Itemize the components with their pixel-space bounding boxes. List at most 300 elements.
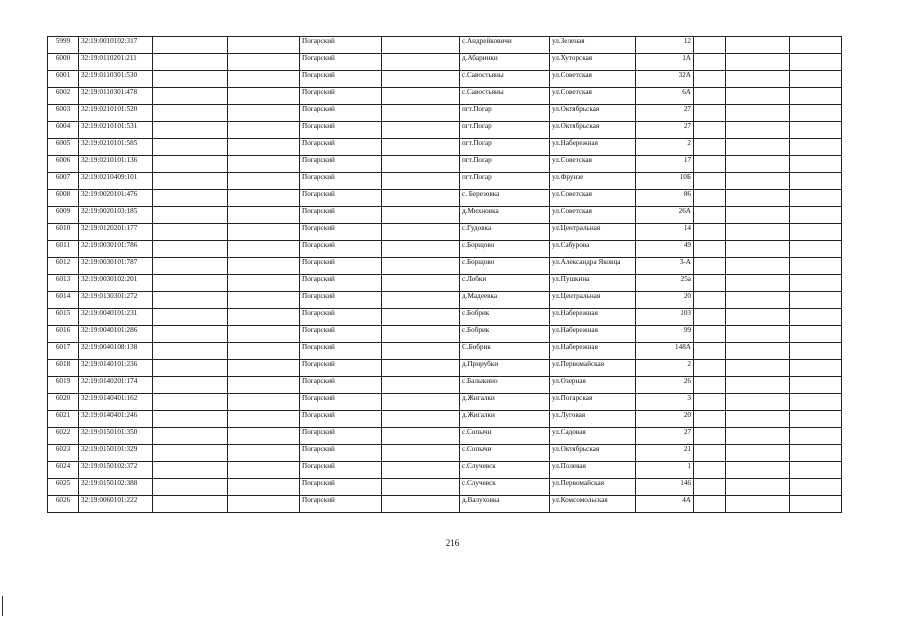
empty-cell [382,428,460,445]
cadastral-number-cell: 32:19:0030102:201 [79,275,153,292]
street-cell: ул.Советская [550,156,636,173]
house-number-cell: 25а [636,275,694,292]
empty-cell [726,54,790,71]
row-number-cell: 6001 [48,71,79,88]
page-number: 216 [445,538,460,548]
empty-cell [726,105,790,122]
empty-cell [694,275,726,292]
empty-cell [153,139,228,156]
house-number-cell: 148А [636,343,694,360]
district-cell: Погарский [300,207,382,224]
empty-cell [694,105,726,122]
street-cell: ул.Центральная [550,224,636,241]
empty-cell [726,479,790,496]
empty-cell [153,190,228,207]
empty-cell [153,156,228,173]
settlement-cell: с.Случевск [460,462,550,479]
table-row [48,71,842,88]
settlement-cell: с.Борщово [460,241,550,258]
street-cell: ул.Советская [550,190,636,207]
row-number-cell: 6008 [48,190,79,207]
house-number-cell: 2 [636,139,694,156]
empty-cell [790,428,842,445]
row-number-cell: 6016 [48,326,79,343]
empty-cell [694,207,726,224]
empty-cell [382,292,460,309]
street-cell: ул.Октябрьская [550,445,636,462]
house-number-cell: 86 [636,190,694,207]
empty-cell [153,173,228,190]
empty-cell [228,207,300,224]
empty-cell [694,71,726,88]
cadastral-number-cell: 32:19:0060101:222 [79,496,153,513]
empty-cell [228,292,300,309]
empty-cell [726,88,790,105]
street-cell: ул.Пушкина [550,275,636,292]
empty-cell [382,241,460,258]
house-number-cell: 26 [636,377,694,394]
cadastral-number-cell: 32:19:0140401:246 [79,411,153,428]
empty-cell [726,190,790,207]
empty-cell [228,258,300,275]
row-number-cell: 6009 [48,207,79,224]
row-number-cell: 6003 [48,105,79,122]
empty-cell [694,326,726,343]
empty-cell [726,309,790,326]
district-cell: Погарский [300,105,382,122]
empty-cell [382,309,460,326]
street-cell: ул.Первомайская [550,360,636,377]
table-row [48,88,842,105]
empty-cell [790,326,842,343]
empty-cell [790,224,842,241]
empty-cell [694,445,726,462]
empty-cell [153,479,228,496]
empty-cell [228,275,300,292]
cadastral-number-cell: 32:19:0110201:211 [79,54,153,71]
row-number-cell: 6010 [48,224,79,241]
street-cell: ул.Хуторская [550,54,636,71]
empty-cell [726,496,790,513]
cadastral-number-cell: 32:19:0210101:531 [79,122,153,139]
district-cell: Погарский [300,360,382,377]
empty-cell [228,190,300,207]
settlement-cell: с.Лобки [460,275,550,292]
empty-cell [726,343,790,360]
street-cell: ул.Фрунзе [550,173,636,190]
empty-cell [790,479,842,496]
table-row [48,292,842,309]
table-row [48,37,842,54]
settlement-cell: с.Бобрик [460,326,550,343]
table-row [48,326,842,343]
cadastral-number-cell: 32:19:0010102:317 [79,37,153,54]
empty-cell [153,54,228,71]
street-cell: ул.Советская [550,207,636,224]
empty-cell [228,122,300,139]
street-cell: ул.Набережная [550,139,636,156]
house-number-cell: 17 [636,156,694,173]
row-number-cell: 6023 [48,445,79,462]
empty-cell [228,105,300,122]
empty-cell [228,224,300,241]
row-number-cell: 6007 [48,173,79,190]
cadastral-number-cell: 32:19:0140201:174 [79,377,153,394]
district-cell: Погарский [300,71,382,88]
empty-cell [153,377,228,394]
empty-cell [790,37,842,54]
house-number-cell: 21 [636,445,694,462]
empty-cell [382,207,460,224]
house-number-cell: 27 [636,105,694,122]
empty-cell [790,258,842,275]
table-row [48,105,842,122]
table-row [48,394,842,411]
district-cell: Погарский [300,394,382,411]
empty-cell [694,241,726,258]
empty-cell [382,71,460,88]
empty-cell [790,309,842,326]
empty-cell [726,377,790,394]
empty-cell [726,258,790,275]
empty-cell [228,156,300,173]
empty-cell [382,496,460,513]
empty-cell [153,326,228,343]
cadastral-number-cell: 32:19:0020101:476 [79,190,153,207]
empty-cell [790,275,842,292]
house-number-cell: 3-А [636,258,694,275]
empty-cell [694,173,726,190]
empty-cell [790,394,842,411]
empty-cell [382,37,460,54]
row-number-cell: 6004 [48,122,79,139]
house-number-cell: 2 [636,360,694,377]
empty-cell [694,411,726,428]
empty-cell [153,241,228,258]
empty-cell [726,173,790,190]
empty-cell [228,54,300,71]
house-number-cell: 6А [636,88,694,105]
cadastral-number-cell: 32:19:0210101:520 [79,105,153,122]
empty-cell [726,292,790,309]
row-number-cell: 6017 [48,343,79,360]
empty-cell [228,428,300,445]
table-row [48,343,842,360]
empty-cell [228,241,300,258]
empty-cell [228,411,300,428]
settlement-cell: пгт.Погар [460,139,550,156]
empty-cell [726,360,790,377]
street-cell: ул.Луговая [550,411,636,428]
street-cell: ул.Комсомольская [550,496,636,513]
house-number-cell: 20 [636,411,694,428]
house-number-cell: 146 [636,479,694,496]
cadastral-number-cell: 32:19:0040101:231 [79,309,153,326]
empty-cell [228,37,300,54]
table-row [48,360,842,377]
row-number-cell: 6006 [48,156,79,173]
cadastral-number-cell: 32:19:0120201:177 [79,224,153,241]
empty-cell [790,496,842,513]
empty-cell [726,411,790,428]
empty-cell [228,309,300,326]
district-cell: Погарский [300,173,382,190]
empty-cell [694,343,726,360]
table-row [48,377,842,394]
table-row [48,224,842,241]
empty-cell [153,71,228,88]
district-cell: Погарский [300,445,382,462]
house-number-cell: 4А [636,496,694,513]
empty-cell [694,496,726,513]
district-cell: Погарский [300,37,382,54]
settlement-cell: д.Мадеевка [460,292,550,309]
empty-cell [726,428,790,445]
empty-cell [694,139,726,156]
cadastral-number-cell: 32:19:0150102:372 [79,462,153,479]
empty-cell [694,309,726,326]
settlement-cell: д.Михновка [460,207,550,224]
settlement-cell: с.Борщово [460,258,550,275]
street-cell: ул.Советская [550,88,636,105]
settlement-cell: с.Сопычи [460,428,550,445]
empty-cell [726,394,790,411]
settlement-cell: д.Жигалки [460,394,550,411]
empty-cell [726,156,790,173]
empty-cell [790,54,842,71]
empty-cell [790,343,842,360]
empty-cell [694,360,726,377]
settlement-cell: с.Случевск [460,479,550,496]
cadastral-number-cell: 32:19:0110301:478 [79,88,153,105]
empty-cell [228,173,300,190]
empty-cell [228,139,300,156]
settlement-cell: с.Сопычи [460,445,550,462]
empty-cell [382,224,460,241]
empty-cell [153,394,228,411]
empty-cell [228,71,300,88]
empty-cell [790,105,842,122]
cadastral-number-cell: 32:19:0030101:787 [79,258,153,275]
district-cell: Погарский [300,428,382,445]
row-number-cell: 6024 [48,462,79,479]
house-number-cell: 10Б [636,173,694,190]
house-number-cell: 26А [636,207,694,224]
empty-cell [228,496,300,513]
cadastral-number-cell: 32:19:0130301:272 [79,292,153,309]
empty-cell [228,343,300,360]
settlement-cell: д.Валуховка [460,496,550,513]
settlement-cell: с.Бобрик [460,309,550,326]
registry-table-body [48,37,842,513]
empty-cell [153,292,228,309]
empty-cell [153,360,228,377]
empty-cell [790,88,842,105]
empty-cell [694,190,726,207]
district-cell: Погарский [300,224,382,241]
settlement-cell: пгт.Погар [460,105,550,122]
table-row [48,275,842,292]
street-cell: ул.Озерная [550,377,636,394]
empty-cell [382,445,460,462]
house-number-cell: 49 [636,241,694,258]
empty-cell [153,411,228,428]
table-row [48,428,842,445]
empty-cell [694,462,726,479]
settlement-cell: д.Абаринки [460,54,550,71]
cadastral-number-cell: 32:19:0150102:388 [79,479,153,496]
empty-cell [726,122,790,139]
empty-cell [382,105,460,122]
district-cell: Погарский [300,258,382,275]
empty-cell [153,462,228,479]
empty-cell [382,326,460,343]
house-number-cell: 27 [636,428,694,445]
empty-cell [153,258,228,275]
empty-cell [694,37,726,54]
empty-cell [694,377,726,394]
cadastral-number-cell: 32:19:0140401:162 [79,394,153,411]
house-number-cell: 14 [636,224,694,241]
settlement-cell: д.Прирубки [460,360,550,377]
settlement-cell: С.Бобрик [460,343,550,360]
cadastral-number-cell: 32:19:0140101:236 [79,360,153,377]
district-cell: Погарский [300,292,382,309]
empty-cell [694,122,726,139]
row-number-cell: 5999 [48,37,79,54]
empty-cell [790,292,842,309]
table-row [48,190,842,207]
row-number-cell: 6022 [48,428,79,445]
table-row [48,496,842,513]
street-cell: ул.Набережная [550,343,636,360]
street-cell: ул.Набережная [550,309,636,326]
empty-cell [382,411,460,428]
row-number-cell: 6019 [48,377,79,394]
table-row [48,122,842,139]
empty-cell [726,445,790,462]
row-number-cell: 6014 [48,292,79,309]
street-cell: ул.Советская [550,71,636,88]
settlement-cell: пгт.Погар [460,122,550,139]
district-cell: Погарский [300,156,382,173]
empty-cell [382,258,460,275]
settlement-cell: пгт.Погар [460,173,550,190]
settlement-cell: с.Андрейковичи [460,37,550,54]
table-row [48,156,842,173]
street-cell: ул.Полевая [550,462,636,479]
empty-cell [382,156,460,173]
district-cell: Погарский [300,309,382,326]
empty-cell [382,275,460,292]
house-number-cell: 99 [636,326,694,343]
cadastral-number-cell: 32:19:0020103:185 [79,207,153,224]
cadastral-number-cell: 32:19:0210101:136 [79,156,153,173]
table-row [48,241,842,258]
row-number-cell: 6026 [48,496,79,513]
empty-cell [790,173,842,190]
empty-cell [726,139,790,156]
district-cell: Погарский [300,241,382,258]
table-row [48,411,842,428]
street-cell: ул.Набережная [550,326,636,343]
empty-cell [726,326,790,343]
empty-cell [228,445,300,462]
empty-cell [790,462,842,479]
empty-cell [790,139,842,156]
row-number-cell: 6015 [48,309,79,326]
house-number-cell: 20 [636,292,694,309]
district-cell: Погарский [300,190,382,207]
street-cell: ул.Садовая [550,428,636,445]
table-row [48,139,842,156]
empty-cell [153,275,228,292]
district-cell: Погарский [300,411,382,428]
row-number-cell: 6005 [48,139,79,156]
district-cell: Погарский [300,462,382,479]
house-number-cell: 3 [636,394,694,411]
empty-cell [382,394,460,411]
empty-cell [790,122,842,139]
table-row [48,462,842,479]
empty-cell [153,496,228,513]
cadastral-number-cell: 32:19:0150101:350 [79,428,153,445]
empty-cell [694,156,726,173]
cadastral-number-cell: 32:19:0030101:786 [79,241,153,258]
row-number-cell: 6012 [48,258,79,275]
district-cell: Погарский [300,54,382,71]
district-cell: Погарский [300,326,382,343]
row-number-cell: 6011 [48,241,79,258]
empty-cell [153,343,228,360]
table-row [48,54,842,71]
street-cell: ул.Первомайская [550,479,636,496]
empty-cell [790,207,842,224]
empty-cell [153,37,228,54]
settlement-cell: с.Савостьяны [460,88,550,105]
empty-cell [153,428,228,445]
empty-cell [790,241,842,258]
street-cell: ул.Александра Яковца [550,258,636,275]
district-cell: Погарский [300,479,382,496]
empty-cell [228,462,300,479]
empty-cell [694,224,726,241]
street-cell: ул.Октябрьская [550,105,636,122]
cadastral-number-cell: 32:19:0150101:329 [79,445,153,462]
district-cell: Погарский [300,275,382,292]
empty-cell [228,360,300,377]
district-cell: Погарский [300,139,382,156]
district-cell: Погарский [300,88,382,105]
empty-cell [694,258,726,275]
empty-cell [726,275,790,292]
table-row [48,309,842,326]
empty-cell [790,360,842,377]
empty-cell [790,377,842,394]
row-number-cell: 6021 [48,411,79,428]
house-number-cell: 103 [636,309,694,326]
empty-cell [726,462,790,479]
empty-cell [790,190,842,207]
empty-cell [382,54,460,71]
empty-cell [228,377,300,394]
empty-cell [382,190,460,207]
empty-cell [228,479,300,496]
empty-cell [382,343,460,360]
empty-cell [694,479,726,496]
empty-cell [228,394,300,411]
empty-cell [382,88,460,105]
